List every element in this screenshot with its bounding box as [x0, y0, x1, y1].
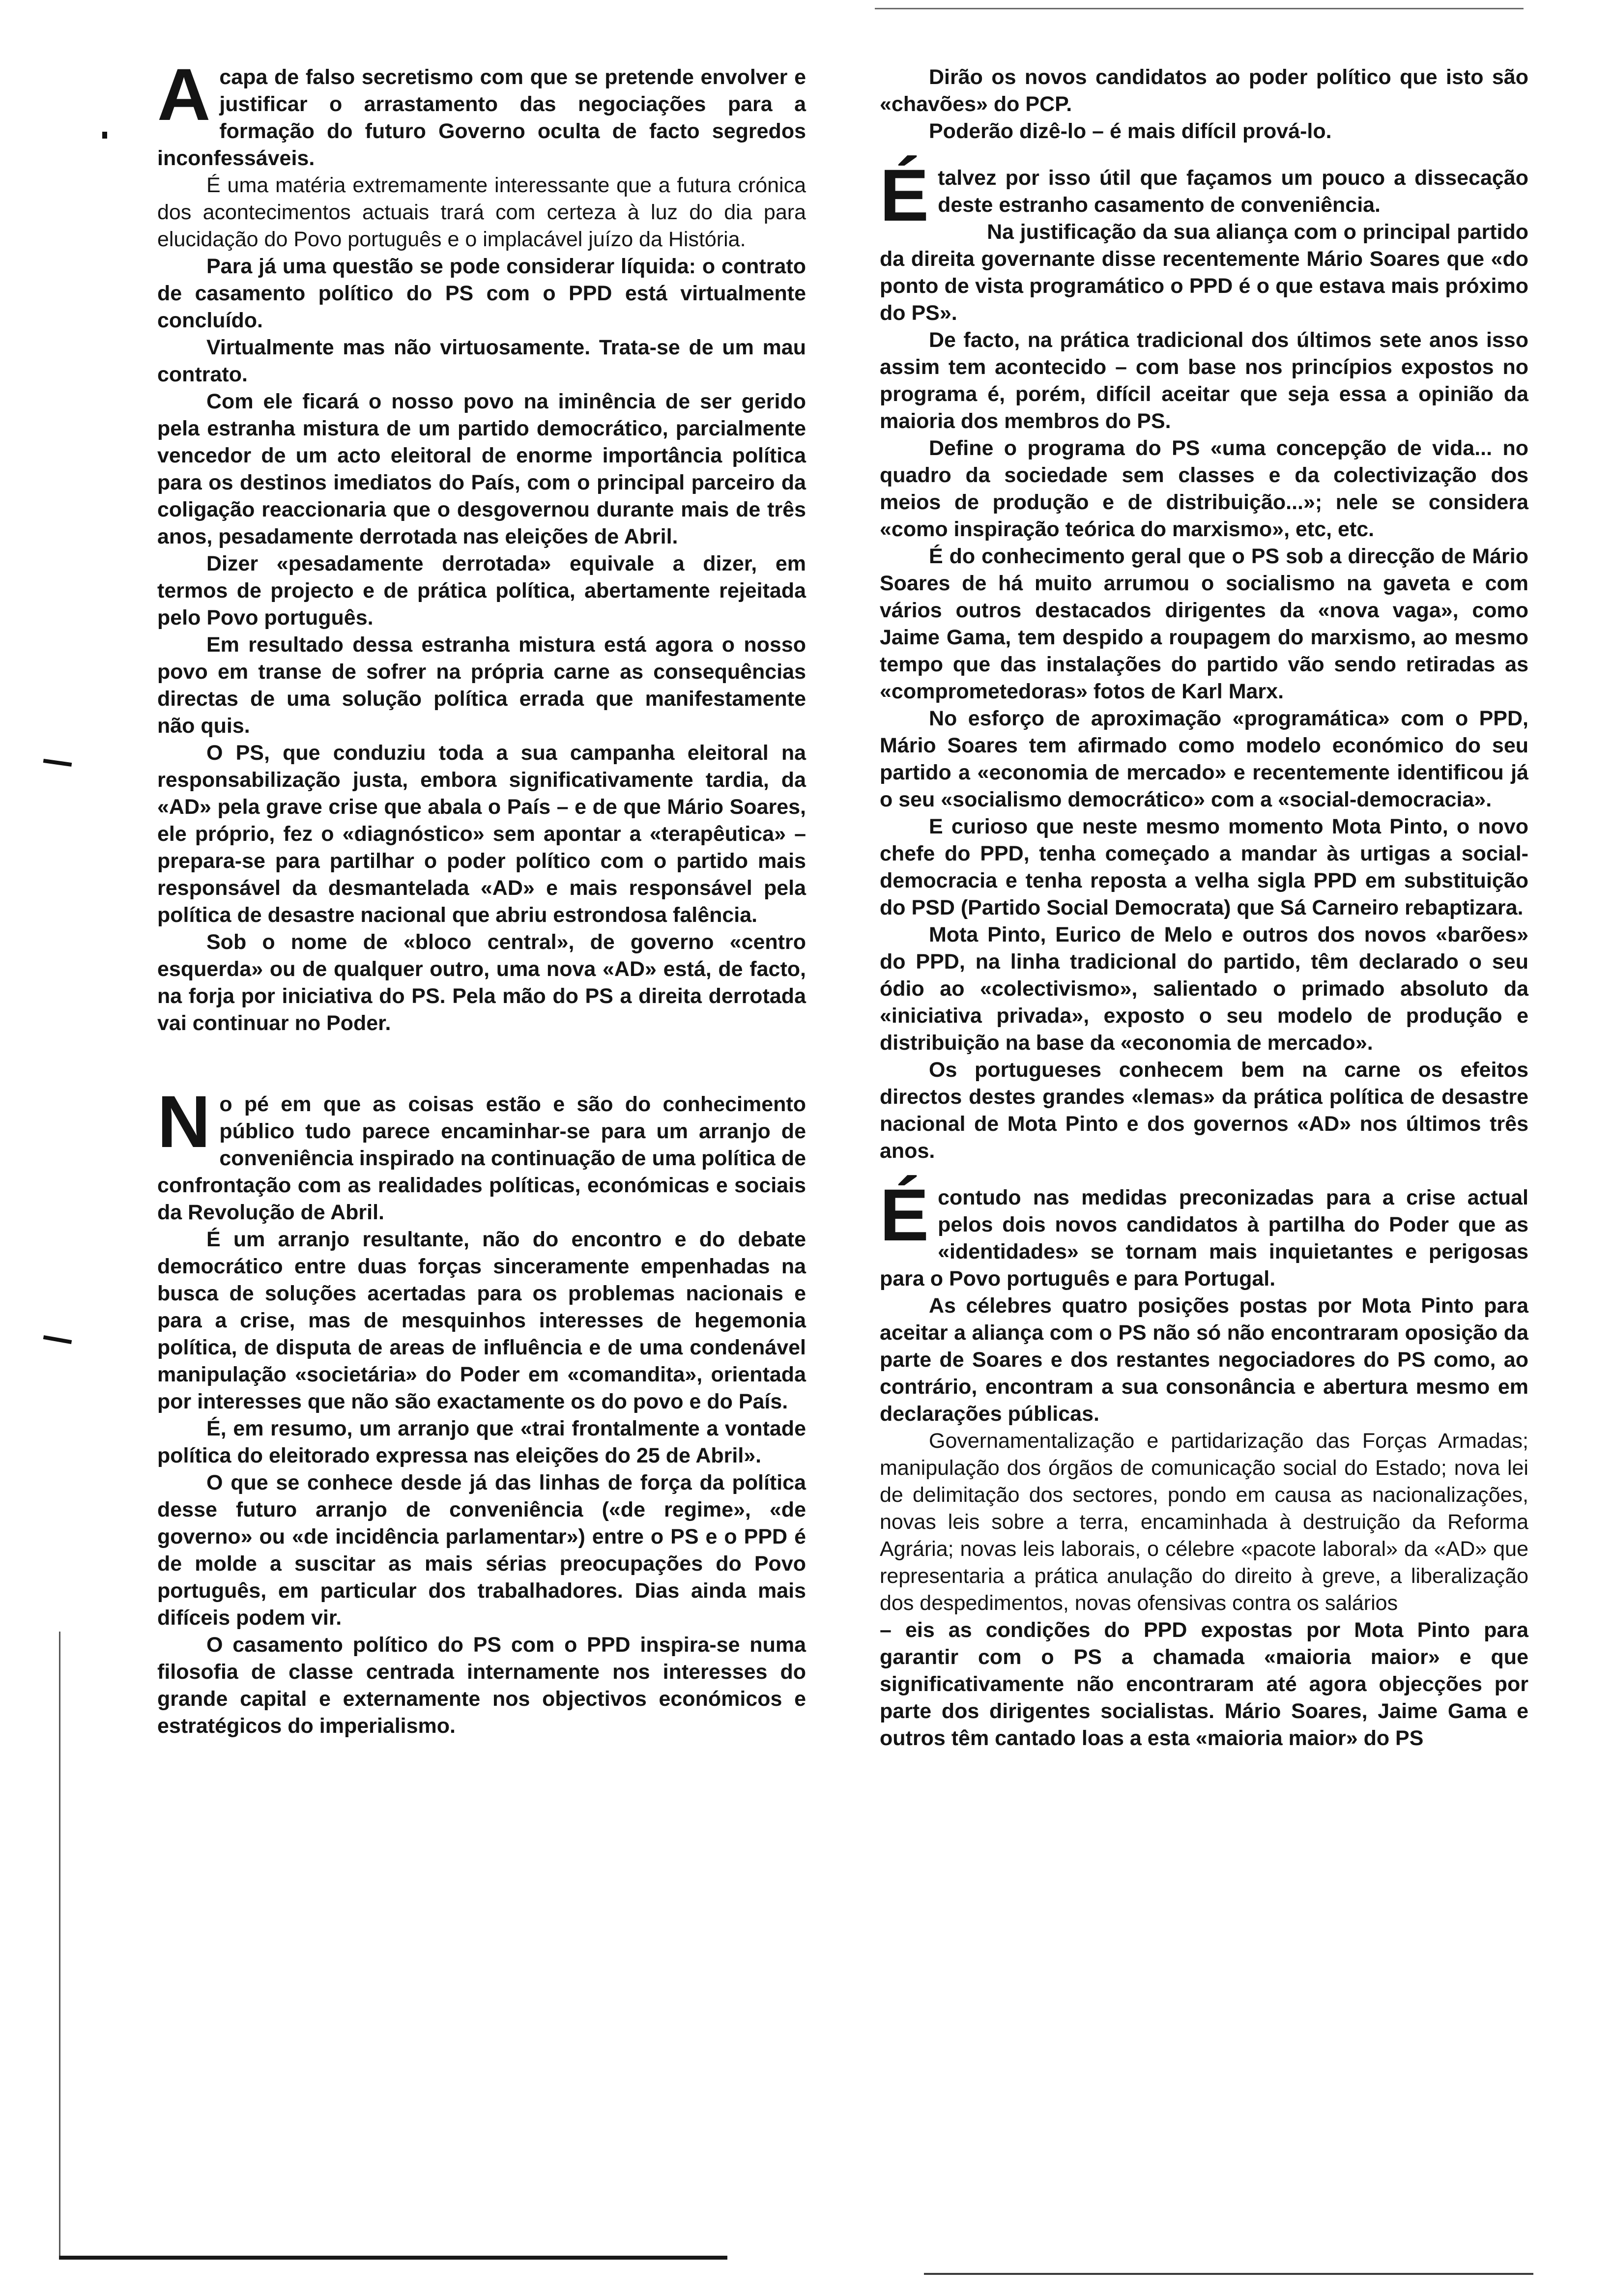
paragraph: O casamento político do PS com o PPD inspira-se numa filosofia de classe centrada internamente nos interesses do grande capital e externamente nos objectivos económicos e estratégicos do imperialismo. — [157, 1633, 806, 1738]
paragraph: É uma matéria extremamente interessante que a futura crónica dos acontecimentos actuais trará com certeza à luz do dia para elucidação do Povo português e o implacável juízo da História. — [157, 173, 806, 251]
paragraph: Na justificação da sua aliança com o principal partido da direita governante disse recentemente Mário Soares que «do ponto de vista programático o PPD é o que estava mais próximo do PS». — [880, 220, 1528, 325]
bottom-edge-rule-left — [59, 2256, 727, 2260]
paragraph: No esforço de aproximação «programática» com o PPD, Mário Soares tem afirmado como modelo económico do seu partido a «economia de mercado» e recentemente identificou já o seu «socialismo democrático» com a «social-democracia». — [880, 707, 1528, 811]
paragraph: Define o programa do PS «uma concepção de vida... no quadro da sociedade sem classes e da colectivização dos meios de produção e de distribuição...»; nele se considera «como inspiração teórica do marxismo», etc, etc. — [880, 436, 1528, 541]
paragraph: Os portugueses conhecem bem na carne os efeitos directos destes grandes «lemas» da prática política de desastre nacional de Mota Pinto e dos governos «AD» nos últimos três anos. — [880, 1058, 1528, 1163]
article-column-right — [880, 64, 1528, 1752]
paragraph: Dirão os novos candidatos ao poder político que isto são «chavões» do PCP. — [880, 65, 1528, 116]
paragraph: Virtualmente mas não virtuosamente. Trata-se de um mau contrato. — [157, 336, 806, 386]
paragraph: – eis as condições do PPD expostas por Mota Pinto para garantir com o PS a chamada «maioria maior» e que significativamente não encontraram até agora objecções por parte dos dirigentes socialistas. Mário Soares, Jaime Gama e outros têm cantado loas a esta «maioria maior» do PS — [880, 1618, 1528, 1750]
paragraph: Acapa de falso secretismo com que se pretende envolver e justificar o arrastamento das negociações para a formação do futuro Governo oculta de facto segredos inconfessáveis. — [157, 53, 806, 170]
paragraph: Poderão dizê-lo – é mais difícil prová-lo. — [929, 119, 1332, 143]
margin-dot — [102, 132, 107, 139]
drop-cap: É — [880, 154, 929, 236]
paragraph: O PS, que conduziu toda a sua campanha eleitoral na responsabilização justa, embora significativamente tardia, da «AD» pela grave crise que abala o País – e de que Mário Soares, ele próprio, fez o «diagnóstico» sem apontar a «terapêutica» – prepara-se para partilhar o poder político com o partido mais responsável da desmantelada «AD» e mais responsável pela política de desastre nacional que abriu estrondosa falência. — [157, 741, 806, 927]
paragraph: Em resultado dessa estranha mistura está agora o nosso povo em transe de sofrer na própria carne as consequências directas de uma solução política errada que manifestamente não quis. — [157, 633, 806, 738]
paragraph: É um arranjo resultante, não do encontro e do debate democrático entre duas forças sinceramente empenhadas na busca de soluções acertadas para os problemas nacionais e para a crise, mas de mesquinhos interesses de hegemonia política, de disputa de areas de influência e de uma condenável manipulação «societária» do Poder em «comandita», orientada por interesses que não são exactamente os do povo e do País. — [157, 1228, 806, 1413]
drop-cap: A — [157, 53, 211, 136]
paragraph: Governamentalização e partidarização das Forças Armadas; manipulação dos órgãos de comunicação social do Estado; nova lei de delimitação dos sectores, pondo em causa as nacionalizações, novas leis sobre a terra, encaminhada à destruição da Reforma Agrária; novas leis laborais, o célebre «pacote laboral» da «AD» que representaria a prática anulação do direito à greve, a liberalização dos despedimentos, novas ofensivas contra os salários — [880, 1429, 1528, 1615]
paragraph: Para já uma questão se pode considerar líquida: o contrato de casamento político do PS com o PPD está virtualmente concluído. — [157, 255, 806, 332]
paragraph: Mota Pinto, Eurico de Melo e outros dos novos «barões» do PPD, na linha tradicional do partido, têm declarado o seu ódio ao «colectivismo», salientado o primado absoluto da «iniciativa privada», exposto o seu modelo de produção e distribuição na base da «economia de mercado». — [880, 923, 1528, 1055]
top-edge-rule — [875, 8, 1524, 9]
bottom-edge-rule-right — [924, 2273, 1533, 2275]
article-column-left — [157, 53, 806, 1740]
paragraph: No pé em que as coisas estão e são do conhecimento público tudo parece encaminhar-se para um arranjo de conveniência inspirado na continuação de uma política de confrontação com as realidades políticas, económicas e sociais da Revolução de Abril. — [157, 1080, 806, 1224]
paragraph: Étalvez por isso útil que façamos um pouco a dissecação deste estranho casamento de conveniência. — [880, 154, 1528, 236]
paragraph: Com ele ficará o nosso povo na iminência de ser gerido pela estranha mistura de um partido democrático, parcialmente vencedor de um acto eleitoral de enorme importância política para os destinos imediatos do País, com o principal parceiro da coligação reaccionaria que o desgovernou durante mais de três anos, pesadamente derrotada nas eleições de Abril. — [157, 390, 806, 548]
paragraph: E curioso que neste mesmo momento Mota Pinto, o novo chefe do PPD, tenha começado a mandar às urtigas a social-democracia e tenha reposta a velha sigla PPD em substituição do PSD (Partido Social Democrata) que Sá Carneiro rebaptizara. — [880, 815, 1528, 919]
left-edge-mark — [59, 1632, 60, 2256]
paragraph: Sob o nome de «bloco central», de governo «centro esquerda» ou de qualquer outro, uma nova «AD» está, de facto, na forja por iniciativa do PS. Pela mão do PS a direita derrotada vai continuar no Poder. — [157, 930, 806, 1035]
paragraph: As célebres quatro posições postas por Mota Pinto para aceitar a aliança com o PS não só não encontraram oposição da parte de Soares e dos restantes negociadores do PS como, ao contrário, encontram a sua consonância e abertura mesmo em declarações públicas. — [880, 1294, 1528, 1426]
paragraph: É do conhecimento geral que o PS sob a direcção de Mário Soares de há muito arrumou o socialismo na gaveta e com vários outros destacados dirigentes da «nova vaga», como Jaime Gama, tem despido a roupagem do marxismo, ao mesmo tempo que das instalações do partido vão sendo retiradas as «comprometedoras» fotos de Karl Marx. — [880, 545, 1528, 703]
drop-cap: É — [880, 1174, 929, 1256]
paragraph: Écontudo nas medidas preconizadas para a crise actual pelos dois novos candidatos à partilha do Poder que as «identidades» se tornam mais inquietantes e perigosas para o Povo português e para Portugal. — [880, 1174, 1528, 1291]
paragraph: É, em resumo, um arranjo que «trai frontalmente a vontade política do eleitorado expressa nas eleições do 25 de Abril». — [157, 1417, 806, 1467]
drop-cap: N — [157, 1080, 211, 1163]
paragraph: Dizer «pesadamente derrotada» equivale a dizer, em termos de projecto e de prática política, abertamente rejeitada pelo Povo português. — [157, 552, 806, 630]
margin-tick-2 — [43, 1335, 72, 1344]
paragraph: O que se conhece desde já das linhas de força da política desse futuro arranjo de conveniência («de regime», «de governo» ou «de incidência parlamentar») entre o PS e o PPD é de molde a suscitar as mais sérias preocupações do Povo português, em particular dos trabalhadores. Dias ainda mais difíceis podem vir. — [157, 1471, 806, 1630]
paragraph: De facto, na prática tradicional dos últimos sete anos isso assim tem acontecido – com base nos princípios expostos no programa é, porém, difícil aceitar que seja essa a opinião da maioria dos membros do PS. — [880, 328, 1528, 433]
margin-tick-1 — [43, 759, 72, 767]
